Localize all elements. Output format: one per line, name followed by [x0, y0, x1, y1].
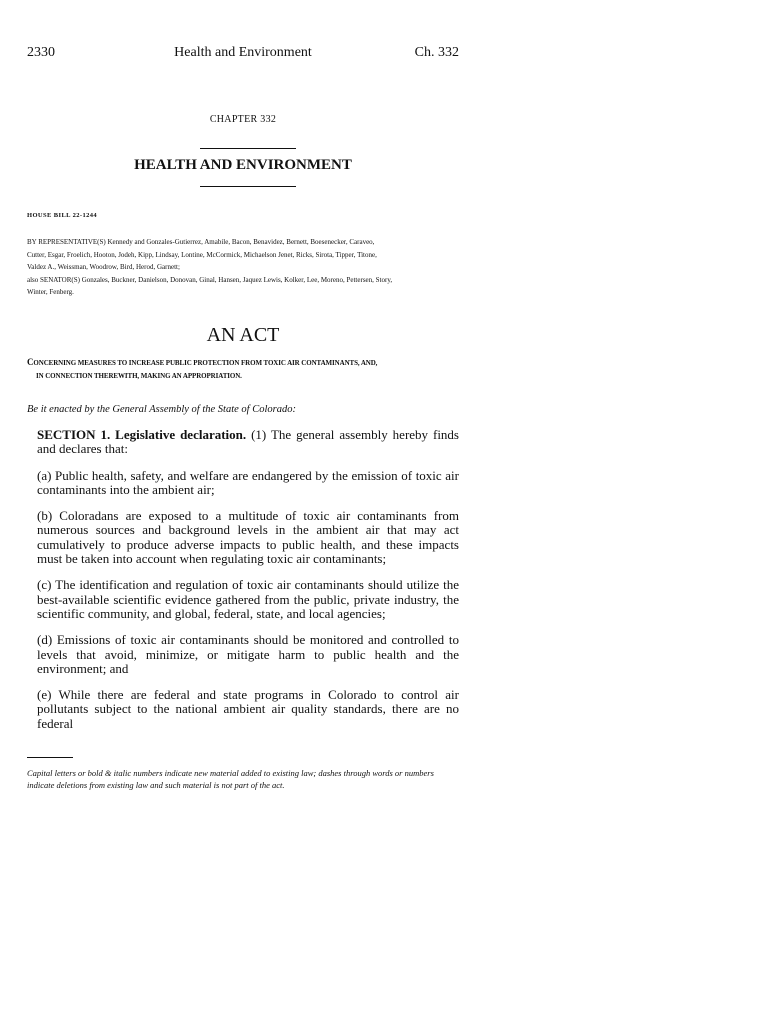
representatives-line: BY REPRESENTATIVE(S) Kennedy and Gonzales-Gutierrez, Amabile, Bacon, Benavidez, Bernett, Boesenecker, Caraveo, [27, 238, 375, 246]
senators-line: also SENATOR(S) Gonzales, Buckner, Danielson, Donovan, Ginal, Hansen, Jaquez Lewis, Kolker, Lee, Moreno, Pettersen, Story, [27, 275, 393, 284]
chapter-label: CHAPTER 332 [209, 114, 277, 125]
title-clause [27, 356, 459, 383]
representatives-line: Cutter, Esgar, Froelich, Hooton, Jodeh, Kipp, Lindsay, Lontine, McCormick, Michaelson Jenet, Ricks, Sirota, Tipper, Titone, [27, 250, 377, 259]
title-clause-line2: IN CONNECTION THEREWITH, MAKING AN APPROPRIATION. [36, 372, 242, 380]
running-header [27, 45, 459, 65]
act-heading: AN ACT [206, 324, 280, 346]
paragraph-b: (b) Coloradans are exposed to a multitude of toxic air contaminants from numerous sources and background levels in the ambient air that may act cumulatively to produce adverse impacts to public health, and these impacts must be taken into account when regulating toxic air contaminants; [37, 508, 459, 567]
representatives-line: Valdez A., Weissman, Woodrow, Bird, Herod, Garnett; [27, 263, 180, 272]
enacting-clause: Be it enacted by the General Assembly of the State of Colorado: [27, 404, 296, 415]
section-1-intro [27, 428, 459, 457]
footnote: Capital letters or bold & italic numbers indicate new material added to existing law; dashes through words or numbers indicate deletions from existing law and such material is not part of the act. [27, 768, 434, 790]
paragraph-c: (c) The identification and regulation of toxic air contaminants should utilize the best-available scientific evidence gathered from the public, private industry, the scientific community, and global, federal, state, and local agencies; [37, 577, 459, 621]
paragraph-a: (a) Public health, safety, and welfare are endangered by the emission of toxic air contaminants into the ambient air; [37, 467, 459, 497]
section-heading: SECTION 1. Legislative declaration. [37, 427, 247, 442]
paragraph-e: (e) While there are federal and state programs in Colorado to control air pollutants subject to the national ambient air quality standards, there are no federal [37, 687, 459, 731]
section-1 [27, 428, 459, 743]
page-number: 2330 [27, 45, 55, 60]
running-title: Health and Environment [174, 45, 312, 60]
bill-number: HOUSE BILL 22-1244 [27, 212, 98, 219]
title-clause-line1: ONCERNING MEASURES TO INCREASE PUBLIC PROTECTION FROM TOXIC AIR CONTAMINANTS, AND, [33, 359, 378, 367]
title-clause-initial: C [27, 357, 34, 367]
sponsors-block [27, 236, 459, 299]
page-title: HEALTH AND ENVIRONMENT [134, 157, 352, 173]
title-rule-top [200, 148, 296, 149]
title-rule-bottom [200, 186, 296, 187]
chapter-reference: Ch. 332 [414, 45, 459, 60]
section-intro-text: (1) The general assembly hereby finds and declares that: [37, 427, 459, 457]
paragraph-d: (d) Emissions of toxic air contaminants should be monitored and controlled to levels that avoid, minimize, or mitigate harm to public health and the environment; and [37, 632, 459, 676]
footnote-rule [27, 757, 73, 758]
senators-line: Winter, Fenberg. [27, 288, 74, 297]
